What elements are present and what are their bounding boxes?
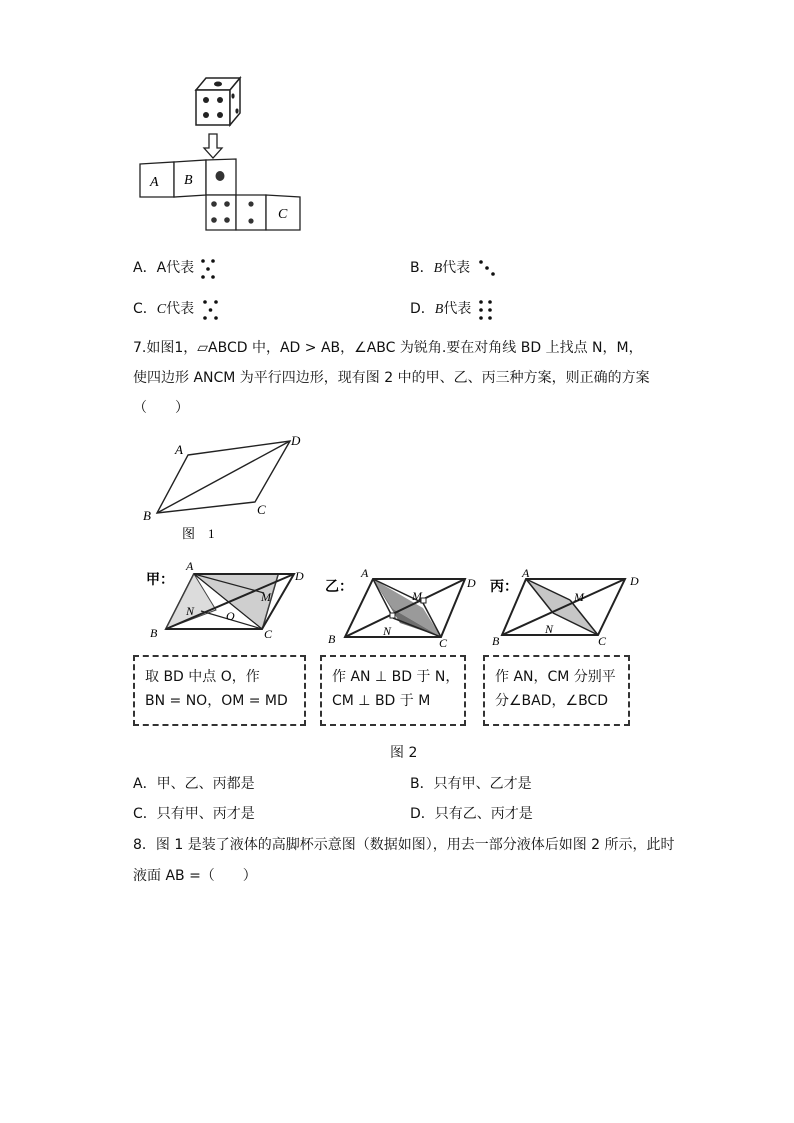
option-letter: D． (410, 806, 435, 822)
jia-point-a: A (186, 560, 194, 573)
q7-option-a[interactable] (133, 774, 255, 794)
option-text: 代表 (443, 301, 472, 317)
scheme-yi-figure (325, 565, 490, 650)
bing-desc-line1: 作 AN，CM 分别平 (495, 669, 616, 685)
option-var: C (156, 302, 167, 317)
q7-stem-line2: 使四边形 ANCM 为平行四边形，现有图 2 中的甲、乙、丙三种方案，则正确的方案 (133, 370, 650, 386)
scheme-bing-description (483, 655, 630, 726)
six-dots-icon (478, 299, 494, 321)
scheme-bing-figure (490, 565, 655, 650)
down-arrow-icon (204, 134, 222, 158)
q8-stem-line1: 8．图 1 是装了液体的高脚杯示意图（数据如图），用去一部分液体后如图 2 所示，此时 (133, 837, 675, 853)
net-label-a: A (150, 175, 159, 190)
q8-stem-line2: 液面 AB =（ ） (133, 868, 257, 884)
cube-net-figure (130, 70, 320, 240)
cube-top-dot (214, 82, 222, 87)
yi-desc-line1: 作 AN ⊥ BD 于 N， (332, 669, 460, 685)
q6-option-c[interactable] (133, 299, 194, 320)
jia-desc-line1: 取 BD 中点 O，作 (145, 669, 260, 685)
bing-point-b: B (492, 634, 500, 648)
yi-point-d: D (467, 576, 476, 590)
option-var: B (434, 302, 444, 317)
q7-option-d[interactable] (410, 804, 533, 824)
option-text: 只有甲、乙才是 (433, 776, 532, 792)
scheme-jia-description (133, 655, 306, 726)
fig1-point-a: A (175, 442, 183, 457)
option-text: 代表 (166, 301, 195, 317)
bing-point-m: M (574, 590, 584, 604)
scheme-yi-label: 乙： (325, 580, 353, 595)
bing-point-d: D (630, 574, 639, 588)
option-text: 甲、乙、丙都是 (156, 776, 255, 792)
option-text: 代表 (442, 260, 471, 276)
bing-point-a: A (522, 566, 530, 580)
yi-point-n: N (383, 624, 392, 638)
option-text: 只有甲、丙才是 (156, 806, 255, 822)
fig1-point-c: C (257, 502, 266, 517)
jia-point-n: N (186, 604, 195, 618)
option-letter: C． (133, 301, 157, 317)
scheme-bing-label: 丙： (490, 580, 518, 595)
option-letter: B． (410, 260, 434, 276)
fig1-caption: 图 1 (182, 526, 215, 541)
fig1-point-b: B (143, 508, 151, 523)
scheme-jia-label: 甲： (146, 573, 174, 588)
q6-option-b[interactable] (410, 258, 470, 279)
net-label-b: B (184, 173, 193, 188)
jia-point-d: D (295, 569, 304, 583)
yi-desc-line2: CM ⊥ BD 于 M (332, 693, 431, 709)
option-letter: A． (133, 776, 157, 792)
yi-point-c: C (439, 636, 448, 650)
option-letter: D． (410, 301, 435, 317)
option-text: 只有乙、丙才是 (434, 806, 533, 822)
figure-1-parallelogram (135, 428, 320, 543)
option-letter: B． (410, 776, 434, 792)
option-text: A代表 (156, 260, 195, 276)
bing-desc-line2: 分∠BAD，∠BCD (495, 693, 608, 709)
jia-point-b: B (150, 626, 158, 640)
q7-stem-line1: 7.如图1，▱ABCD 中，AD > AB，∠ABC 为锐角.要在对角线 BD 上找点 N，M， (133, 340, 643, 356)
option-var: B (433, 261, 443, 276)
bing-point-n: N (545, 622, 554, 636)
q6-option-d[interactable] (410, 299, 471, 320)
scheme-yi-description (320, 655, 466, 726)
jia-point-m: M (261, 590, 271, 604)
option-letter: C． (133, 806, 157, 822)
yi-point-m: M (412, 589, 422, 603)
jia-point-c: C (264, 627, 273, 641)
bing-point-c: C (598, 634, 607, 648)
q6-option-a[interactable] (133, 258, 194, 278)
jia-point-o: O (226, 609, 235, 623)
five-dots-icon (200, 258, 216, 280)
q7-option-b[interactable] (410, 774, 532, 794)
five-dots-icon (202, 299, 220, 321)
net-face-one-dot (216, 171, 225, 181)
scheme-jia-figure (146, 560, 316, 645)
option-letter: A． (133, 260, 157, 276)
yi-point-a: A (361, 566, 369, 580)
jia-desc-line2: BN = NO，OM = MD (145, 693, 288, 709)
fig2-caption: 图 2 (390, 745, 418, 761)
q7-stem-line3: （ ） (133, 400, 189, 416)
three-dots-icon (478, 258, 496, 278)
net-label-c: C (278, 207, 288, 222)
yi-point-b: B (328, 632, 336, 646)
q7-option-c[interactable] (133, 804, 255, 824)
fig1-point-d: D (291, 433, 301, 448)
